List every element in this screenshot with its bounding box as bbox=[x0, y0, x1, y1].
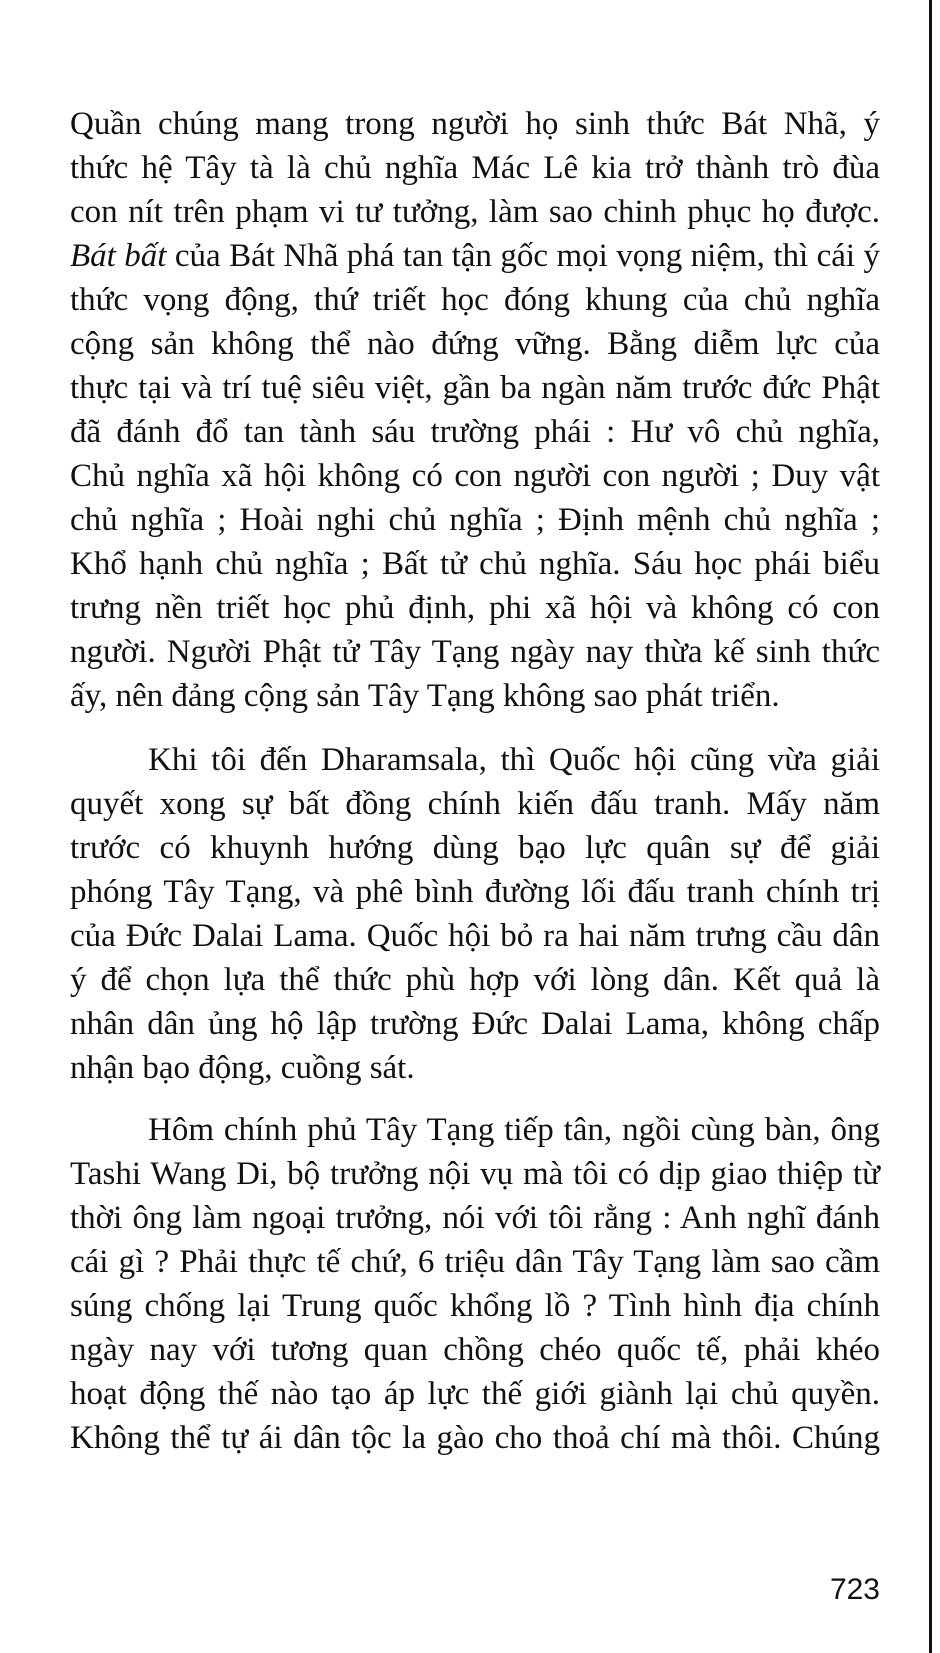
text-line: Khi tôi đến Dharamsala, thì Quốc hội cũng vừa giải bbox=[148, 742, 880, 778]
text-line: thức vọng động, thứ triết học đóng khung của chủ nghĩa bbox=[70, 282, 880, 318]
text-line: cái gì ? Phải thực tế chứ, 6 triệu dân Tây Tạng làm sao cầm bbox=[70, 1244, 880, 1280]
text-line: chủ nghĩa ; Hoài nghi chủ nghĩa ; Định mệnh chủ nghĩa ; bbox=[70, 502, 880, 538]
text-line: trước có khuynh hướng dùng bạo lực quân sự để giải bbox=[70, 830, 880, 866]
text-line: nhận bạo động, cuồng sát. bbox=[70, 1050, 415, 1086]
text-line bbox=[70, 234, 880, 278]
page-edge-line bbox=[929, 0, 932, 1653]
paragraph-1 bbox=[70, 102, 880, 722]
text-line: thời ông làm ngoại trưởng, nói với tôi rằng : Anh nghĩ đánh bbox=[70, 1200, 880, 1236]
page-number: 723 bbox=[829, 1573, 880, 1606]
text-line: phóng Tây Tạng, và phê bình đường lối đấu tranh chính trị bbox=[70, 874, 880, 910]
text-line: Không thể tự ái dân tộc la gào cho thoả chí mà thôi. Chúng bbox=[70, 1420, 880, 1456]
text-line: hoạt động thế nào tạo áp lực thế giới giành lại chủ quyền. bbox=[70, 1376, 880, 1412]
text-line: ý để chọn lựa thể thức phù hợp với lòng dân. Kết quả là bbox=[70, 962, 880, 998]
text-line: Chủ nghĩa xã hội không có con người con người ; Duy vật bbox=[70, 458, 880, 494]
text-line: của Đức Dalai Lama. Quốc hội bỏ ra hai năm trưng cầu dân bbox=[70, 918, 880, 954]
text-line: ngày nay với tương quan chồng chéo quốc tế, phải khéo bbox=[70, 1332, 880, 1368]
text-span: của Bát Nhã phá tan tận gốc mọi vọng niệm, thì cái ý bbox=[166, 238, 880, 274]
text-line: Khổ hạnh chủ nghĩa ; Bất tử chủ nghĩa. Sáu học phái biểu bbox=[70, 546, 880, 582]
italic-term: Bát bất bbox=[70, 238, 167, 274]
paragraph-3 bbox=[70, 1108, 880, 1468]
text-line: nhân dân ủng hộ lập trường Đức Dalai Lama, không chấp bbox=[70, 1006, 880, 1042]
text-line: cộng sản không thể nào đứng vững. Bằng diễm lực của bbox=[70, 326, 880, 362]
text-line: Tashi Wang Di, bộ trưởng nội vụ mà tôi có dịp giao thiệp từ bbox=[70, 1156, 880, 1192]
text-line: đã đánh đổ tan tành sáu trường phái : Hư vô chủ nghĩa, bbox=[70, 414, 880, 450]
text-line: quyết xong sự bất đồng chính kiến đấu tranh. Mấy năm bbox=[70, 786, 880, 822]
text-line: con nít trên phạm vi tư tưởng, làm sao chinh phục họ được. bbox=[70, 194, 880, 230]
text-line: thực tại và trí tuệ siêu việt, gần ba ngàn năm trước đức Phật bbox=[70, 370, 880, 406]
text-line: thức hệ Tây tà là chủ nghĩa Mác Lê kia trở thành trò đùa bbox=[70, 150, 880, 186]
paragraph-2 bbox=[70, 738, 880, 1098]
text-line: trưng nền triết học phủ định, phi xã hội và không có con bbox=[70, 590, 880, 626]
text-line: người. Người Phật tử Tây Tạng ngày nay thừa kế sinh thức bbox=[70, 634, 880, 670]
text-line: ấy, nên đảng cộng sản Tây Tạng không sao phát triển. bbox=[70, 678, 780, 714]
text-line: súng chống lại Trung quốc khổng lồ ? Tình hình địa chính bbox=[70, 1288, 880, 1324]
text-line: Hôm chính phủ Tây Tạng tiếp tân, ngồi cùng bàn, ông bbox=[148, 1112, 880, 1148]
text-line: Quần chúng mang trong người họ sinh thức Bát Nhã, ý bbox=[70, 106, 880, 142]
